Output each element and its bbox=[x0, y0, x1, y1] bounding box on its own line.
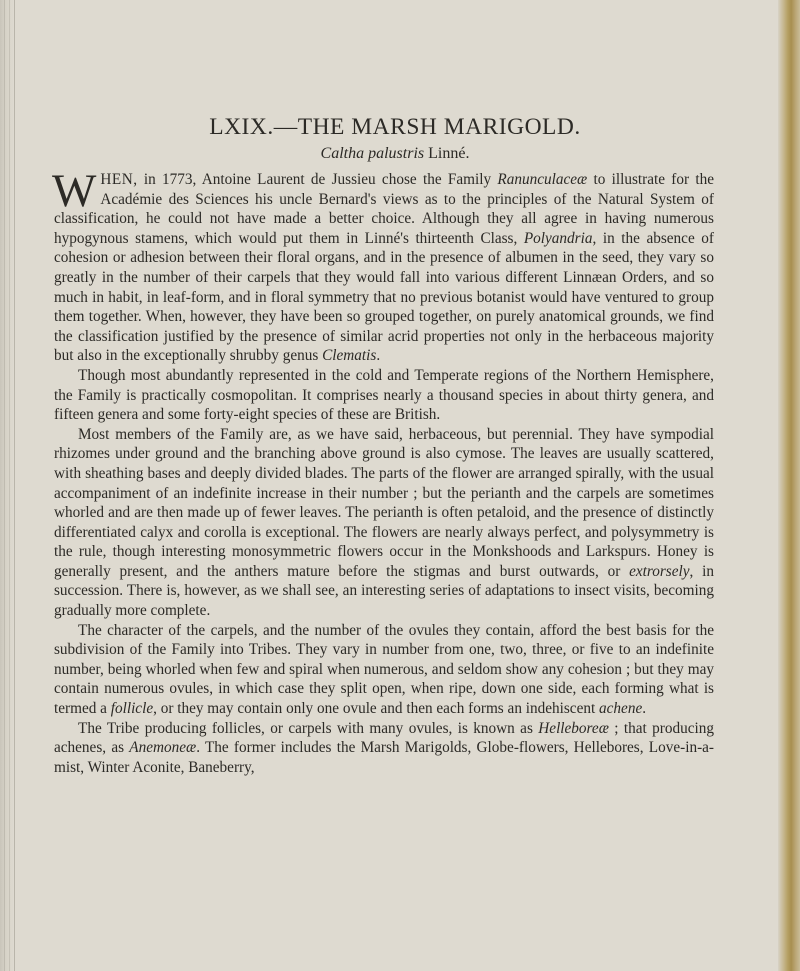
italic-term: achene bbox=[599, 700, 643, 718]
text-run: The character of the carpels, and the number of the ovules they contain, afford the best basis for the subdivision of the Family into Tribes. They vary in number from one, two, three, or five to an indefinite number, being whorled when few and spiral when numerous, and seldom show any cohesion ; but they may contain numerous ovules, in which case they split open, when ripe, down one side, each forming what is termed a bbox=[54, 621, 714, 718]
text-run: to illustrate for the Académie des Sciences his uncle Bernard's views as to the principles of the Natural System of classification, he could not have made a better choice. Although they all agree in having numerous hypogynous stamens, which would put them in Linné's thirteenth Class, bbox=[54, 171, 714, 247]
text-run: ; that producing achenes, as bbox=[54, 719, 714, 757]
text-run: in 1773, Antoine Laurent de Jussieu chose the Family bbox=[137, 171, 498, 188]
species-subtitle bbox=[54, 142, 714, 166]
drop-cap: W bbox=[52, 165, 97, 217]
italic-term: extrorsely bbox=[629, 562, 690, 580]
species-author: Linné. bbox=[424, 145, 470, 162]
text-run: Though most abundantly represented in the cold and Temperate regions of the Northern Hemisphere, the Family is practically cosmopolitan. It comprises nearly a thousand species in about thirty genera, and fifteen genera and some forty-eight species of these are British. bbox=[54, 366, 714, 424]
text-run: . bbox=[642, 700, 647, 718]
text-run: . bbox=[376, 347, 381, 365]
paragraph bbox=[54, 621, 714, 719]
page-text bbox=[54, 112, 714, 777]
text-run: Most members of the Family are, as we have said, herbaceous, but perennial. They have sympodial rhizomes under ground and the branching above ground is also cymose. The leaves are usually scattered, with sheathing bases and deeply divided blades. The parts of the flower are arranged spirally, with the usual accompaniment of an indefinite increase in their number ; but the perianth and the carpels are sometimes whorled and are then made up of fewer leaves. The perianth is often petaloid, and the presence of distinctly differentiated calyx and corolla is exceptional. The flowers are nearly always perfect, and polysymmetry is the rule, though interesting monosymmetric flowers occur in the Monkshoods and Larkspurs. Honey is generally present, and the anthers mature before the stigmas and burst outwards, or bbox=[54, 425, 714, 580]
page-left-edge bbox=[0, 0, 15, 971]
text-run: The Tribe producing follicles, or carpels with many ovules, is known as bbox=[78, 719, 539, 737]
italic-term: Ranunculaceæ bbox=[497, 171, 588, 188]
opening-word: HEN, bbox=[100, 171, 138, 188]
text-run: , in succession. There is, however, as we shall see, an interesting series of adaptations to insect visits, becoming gradually more complete. bbox=[54, 562, 714, 620]
text-run: , in the absence of cohesion or adhesion between their floral organs, and in the presence of albumen in the seed, they vary so greatly in the number of their carpels that they would fall into various different Linnæan Orders, and so much in habit, in leaf-form, and in floral symmetry that no previous botanist would have ventured to group them together. When, however, they have been so grouped together, on purely anatomical grounds, we find the classification justified by the presence of similar acrid properties not only in the herbaceous majority but also in the exceptionally shrubby genus bbox=[54, 229, 714, 365]
italic-term: Clematis bbox=[322, 347, 377, 365]
paragraph bbox=[52, 165, 714, 366]
paragraph bbox=[54, 425, 714, 621]
italic-term: Helleboreæ bbox=[538, 719, 609, 737]
italic-term: Polyandria bbox=[523, 229, 593, 247]
species-name: Caltha palustris bbox=[320, 145, 425, 162]
body-text bbox=[52, 165, 714, 777]
paragraph bbox=[54, 366, 714, 425]
paragraph bbox=[54, 719, 714, 778]
text-run: , or they may contain only one ovule and then each forms an indehiscent bbox=[153, 700, 600, 718]
text-run: . The former includes the Marsh Marigolds, Globe-flowers, Hellebores, Love-in-a-mist, Winter Aconite, Baneberry, bbox=[54, 739, 714, 776]
italic-term: follicle bbox=[110, 700, 154, 718]
italic-term: Anemoneæ bbox=[129, 739, 197, 757]
chapter-title: LXIX.—THE MARSH MARIGOLD. bbox=[209, 114, 581, 140]
page-right-edge bbox=[778, 0, 800, 971]
